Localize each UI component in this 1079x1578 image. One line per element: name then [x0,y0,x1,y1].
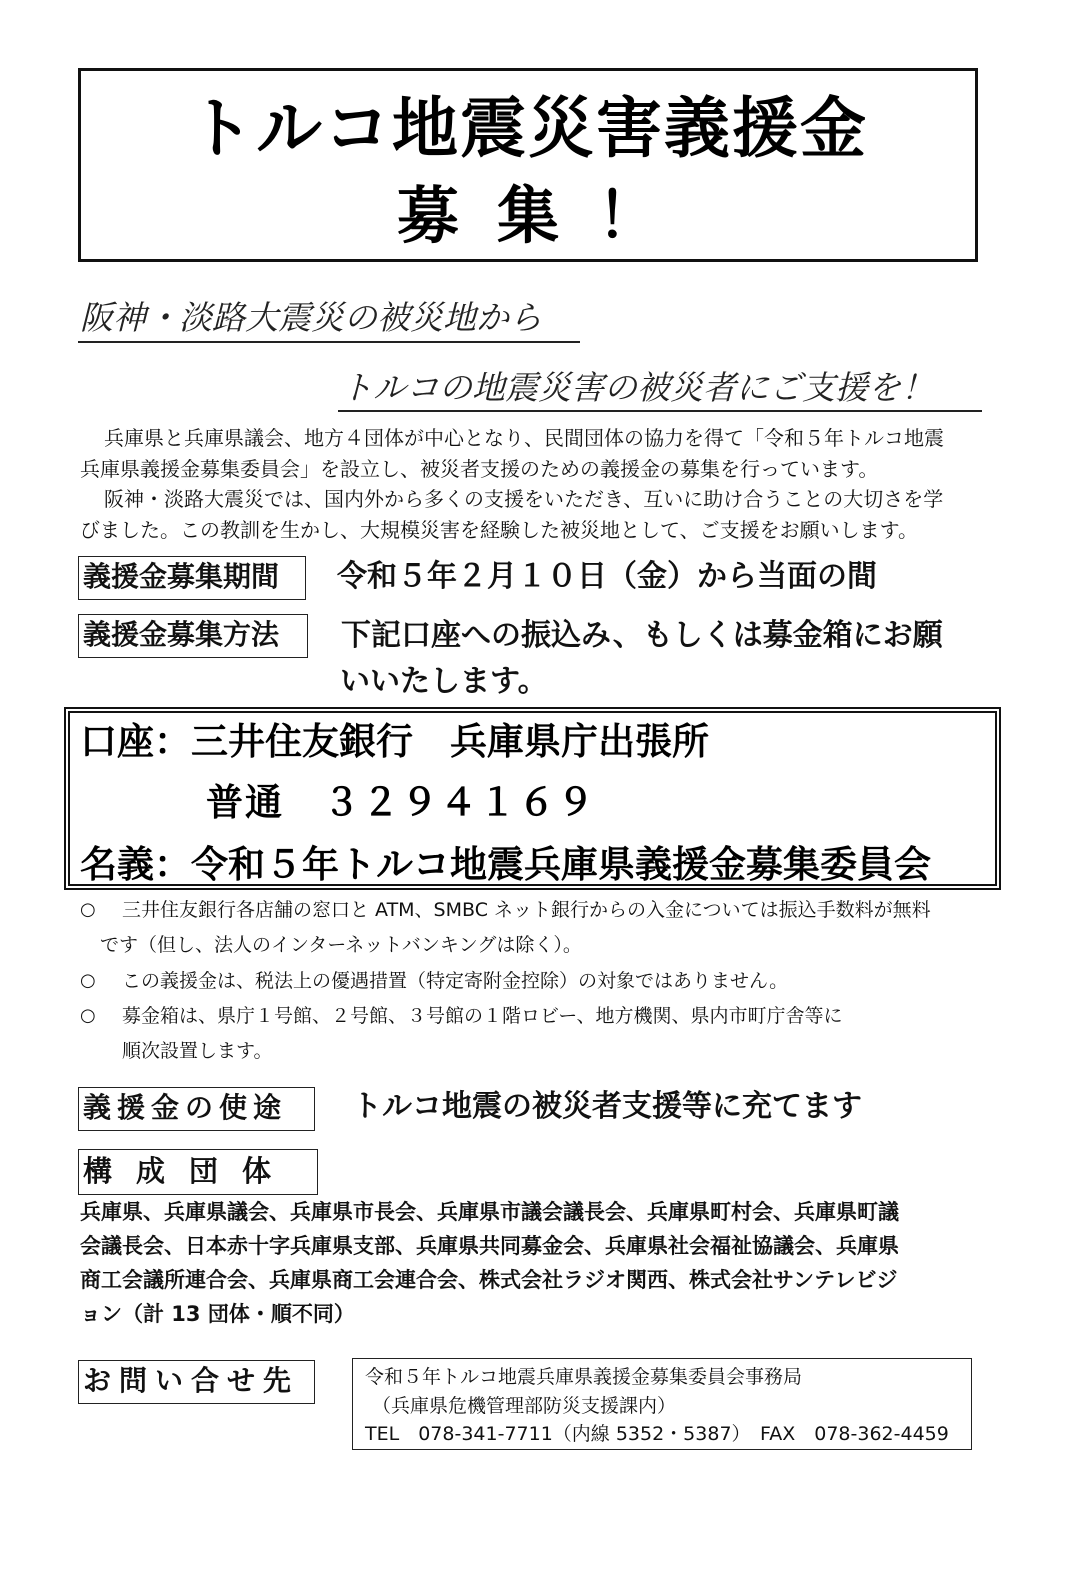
note-3-line-1: 募金箱は、県庁１号館、２号館、３号館の１階ロビー、地方機関、県内市町庁舎等に [122,1005,843,1027]
contact-department: （兵庫県危機管理部防災支援課内） [372,1395,677,1417]
page-subtitle: 募集！ [396,179,697,252]
method-value-line-1: 下記口座への振込み、もしくは募金箱にお願 [341,618,943,653]
intro-p2-line-1: 阪神・淡路大震災では、国内外から多くの支援をいただき、互いに助け合うことの大切さを学 [104,487,944,511]
period-label: 義援金募集期間 [78,556,306,600]
contact-office: 令和５年トルコ地震兵庫県義援金募集委員会事務局 [365,1366,803,1388]
intro-paragraph-1 [80,423,944,485]
slogan-line-1: 阪神・淡路大震災の被災地から [80,298,542,337]
intro-paragraph-2 [80,484,944,546]
members-label: 構成団体 [78,1149,318,1195]
period-value: 令和５年２月１０日（金）から当面の間 [337,559,877,594]
note-3-line-2: 順次設置します。 [122,1040,273,1062]
use-label: 義援金の使途 [78,1087,315,1131]
intro-p2-line-2: びました。この教訓を生かし、大規模災害を経験した被災地として、ご支援をお願いします。 [80,518,918,542]
contact-label: お問い合せ先 [78,1360,315,1404]
slogan-underline-2 [338,410,982,412]
title-box [78,68,978,262]
members-line-4: ョン（計 13 団体・順不同） [80,1302,355,1326]
note-bullet-3: ○ [80,1005,96,1026]
page-title: トルコ地震災害義援金 [188,90,868,167]
contact-phone-fax: TEL 078-341-7711（内線 5352・5387） FAX 078-362-4459 [365,1423,949,1445]
use-value: トルコ地震の被災者支援等に充てます [352,1089,862,1124]
members-line-2: 会議長会、日本赤十字兵庫県支部、兵庫県共同募金会、兵庫県社会福祉協議会、兵庫県 [80,1234,899,1258]
note-1-line-2: です（但し、法人のインターネットバンキングは除く）。 [100,934,582,956]
method-label: 義援金募集方法 [78,614,308,658]
slogan-line-2: トルコの地震災害の被災者にご支援を！ [340,368,934,407]
note-2: この義援金は、税法上の優遇措置（特定寄附金控除）の対象ではありません。 [122,970,789,992]
account-holder: 名義：令和５年トルコ地震兵庫県義援金募集委員会 [80,843,931,886]
intro-p1-line-1: 兵庫県と兵庫県議会、地方４団体が中心となり、民間団体の協力を得て「令和５年トルコ地震 [104,426,944,450]
intro-p1-line-2: 兵庫県義援金募集委員会」を設立し、被災者支援のための義援金の募集を行っています。 [80,457,879,481]
members-line-1: 兵庫県、兵庫県議会、兵庫県市長会、兵庫県市議会議長会、兵庫県町村会、兵庫県町議 [80,1200,899,1224]
note-bullet-1: ○ [80,899,96,920]
note-bullet-2: ○ [80,970,96,991]
members-line-3: 商工会議所連合会、兵庫県商工会連合会、株式会社ラジオ関西、株式会社サンテレビジ [80,1268,898,1292]
method-value-line-2: いいたします。 [340,664,548,699]
account-number: 普通 ３２９４１６９ [206,781,596,824]
slogan-underline-1 [78,341,580,343]
account-bank: 口座：三井住友銀行 兵庫県庁出張所 [80,720,709,763]
note-1-line-1: 三井住友銀行各店舗の窓口と ATM、SMBC ネット銀行からの入金については振込手数料が無料 [122,899,931,921]
